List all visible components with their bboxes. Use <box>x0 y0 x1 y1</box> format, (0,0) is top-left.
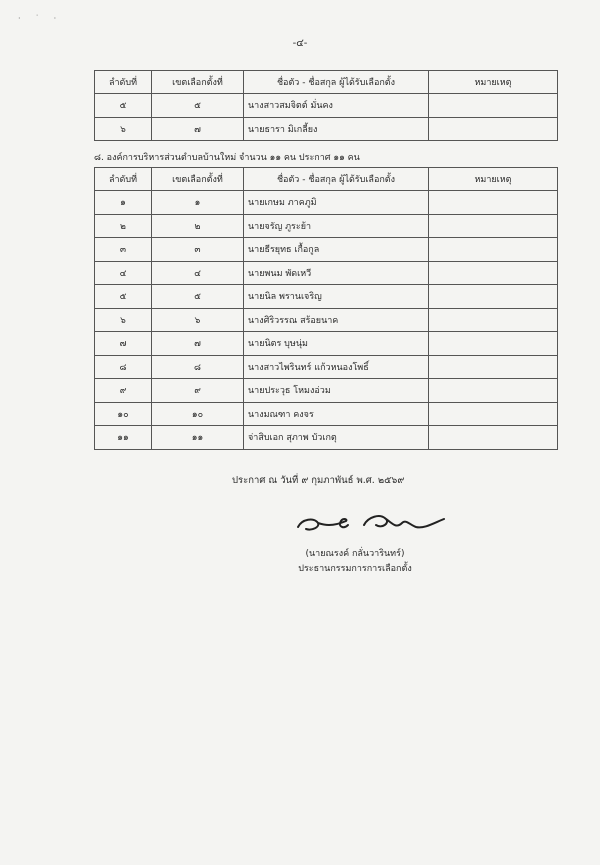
cell-order: ๖ <box>95 117 152 141</box>
cell-order: ๕ <box>95 94 152 118</box>
cell-district: ๒ <box>152 214 244 238</box>
table-row <box>95 402 558 426</box>
table-row <box>95 214 558 238</box>
cell-name: นางมณฑา คงจร <box>244 402 429 426</box>
cell-district: ๓ <box>152 238 244 262</box>
cell-order: ๕ <box>95 285 152 309</box>
cell-remark <box>429 238 558 262</box>
header-name: ชื่อตัว - ชื่อสกุล ผู้ได้รับเลือกตั้ง <box>244 71 429 94</box>
table-row <box>95 191 558 215</box>
cell-order: ๗ <box>95 332 152 356</box>
signature <box>292 505 452 541</box>
cell-remark <box>429 191 558 215</box>
scan-specks: · ˙ · <box>18 14 63 23</box>
cell-order: ๔ <box>95 261 152 285</box>
table-row <box>95 94 558 118</box>
table-row <box>95 426 558 450</box>
cell-remark <box>429 117 558 141</box>
cell-remark <box>429 379 558 403</box>
cell-district: ๑๐ <box>152 402 244 426</box>
cell-district: ๕ <box>152 285 244 309</box>
table-header-row <box>95 168 558 191</box>
cell-district: ๙ <box>152 379 244 403</box>
cell-remark <box>429 285 558 309</box>
cell-remark <box>429 94 558 118</box>
cell-name: นางสาวไพรินทร์ แก้วหนองโพธิ์ <box>244 355 429 379</box>
announcement-date: ประกาศ ณ วันที่ ๙ กุมภาพันธ์ พ.ศ. ๒๕๖๙ <box>232 475 405 486</box>
cell-order: ๑ <box>95 191 152 215</box>
table-row <box>95 308 558 332</box>
cell-order: ๑๐ <box>95 402 152 426</box>
header-remark: หมายเหตุ <box>429 168 558 191</box>
cell-district: ๗ <box>152 117 244 141</box>
table-row <box>95 379 558 403</box>
table-row <box>95 355 558 379</box>
header-district: เขตเลือกตั้งที่ <box>152 71 244 94</box>
cell-remark <box>429 261 558 285</box>
header-order: ลำดับที่ <box>95 168 152 191</box>
page-number: -๔- <box>292 38 308 49</box>
table-row <box>95 261 558 285</box>
cell-order: ๙ <box>95 379 152 403</box>
table-header-row <box>95 71 558 94</box>
cell-name: นางศิริวรรณ สร้อยนาค <box>244 308 429 332</box>
header-remark: หมายเหตุ <box>429 71 558 94</box>
cell-name: จ่าสิบเอก สุภาพ บัวเกตุ <box>244 426 429 450</box>
cell-name: นายนิล พรานเจริญ <box>244 285 429 309</box>
signer-name: (นายณรงค์ กลั่นวารินทร์) <box>305 549 405 559</box>
cell-district: ๖ <box>152 308 244 332</box>
header-order: ลำดับที่ <box>95 71 152 94</box>
table-row <box>95 117 558 141</box>
cell-order: ๒ <box>95 214 152 238</box>
cell-district: ๗ <box>152 332 244 356</box>
cell-order: ๓ <box>95 238 152 262</box>
results-table-continued <box>94 70 558 141</box>
cell-district: ๑ <box>152 191 244 215</box>
cell-order: ๑๑ <box>95 426 152 450</box>
header-district: เขตเลือกตั้งที่ <box>152 168 244 191</box>
cell-name: นายธารา มิเกลี้ยง <box>244 117 429 141</box>
cell-name: นายประวุธ โหมงอ่วม <box>244 379 429 403</box>
signer-block <box>280 547 430 578</box>
table-row <box>95 238 558 262</box>
cell-remark <box>429 402 558 426</box>
cell-name: นางสาวสมจิตต์ มั่นคง <box>244 94 429 118</box>
cell-name: นายนิตร บุษนุ่ม <box>244 332 429 356</box>
cell-district: ๑๑ <box>152 426 244 450</box>
cell-order: ๖ <box>95 308 152 332</box>
cell-remark <box>429 332 558 356</box>
table-row <box>95 332 558 356</box>
cell-order: ๘ <box>95 355 152 379</box>
cell-remark <box>429 355 558 379</box>
cell-remark <box>429 308 558 332</box>
signer-position: ประธานกรรมการการเลือกตั้ง <box>298 564 412 575</box>
section-heading: ๘. องค์การบริหารส่วนตำบลบ้านใหม่ จำนวน ๑๑ คน ประกาศ ๑๑ คน <box>94 153 360 163</box>
cell-district: ๘ <box>152 355 244 379</box>
cell-name: นายจรัญ ภูระย้า <box>244 214 429 238</box>
cell-remark <box>429 426 558 450</box>
cell-name: นายเกษม ภาคภูมิ <box>244 191 429 215</box>
cell-name: นายธีรยุทธ เกื้อกูล <box>244 238 429 262</box>
cell-name: นายพนม พัดเหวี <box>244 261 429 285</box>
cell-district: ๔ <box>152 261 244 285</box>
header-name: ชื่อตัว - ชื่อสกุล ผู้ได้รับเลือกตั้ง <box>244 168 429 191</box>
results-table-ban-mai <box>94 167 558 450</box>
cell-remark <box>429 214 558 238</box>
cell-district: ๕ <box>152 94 244 118</box>
table-row <box>95 285 558 309</box>
